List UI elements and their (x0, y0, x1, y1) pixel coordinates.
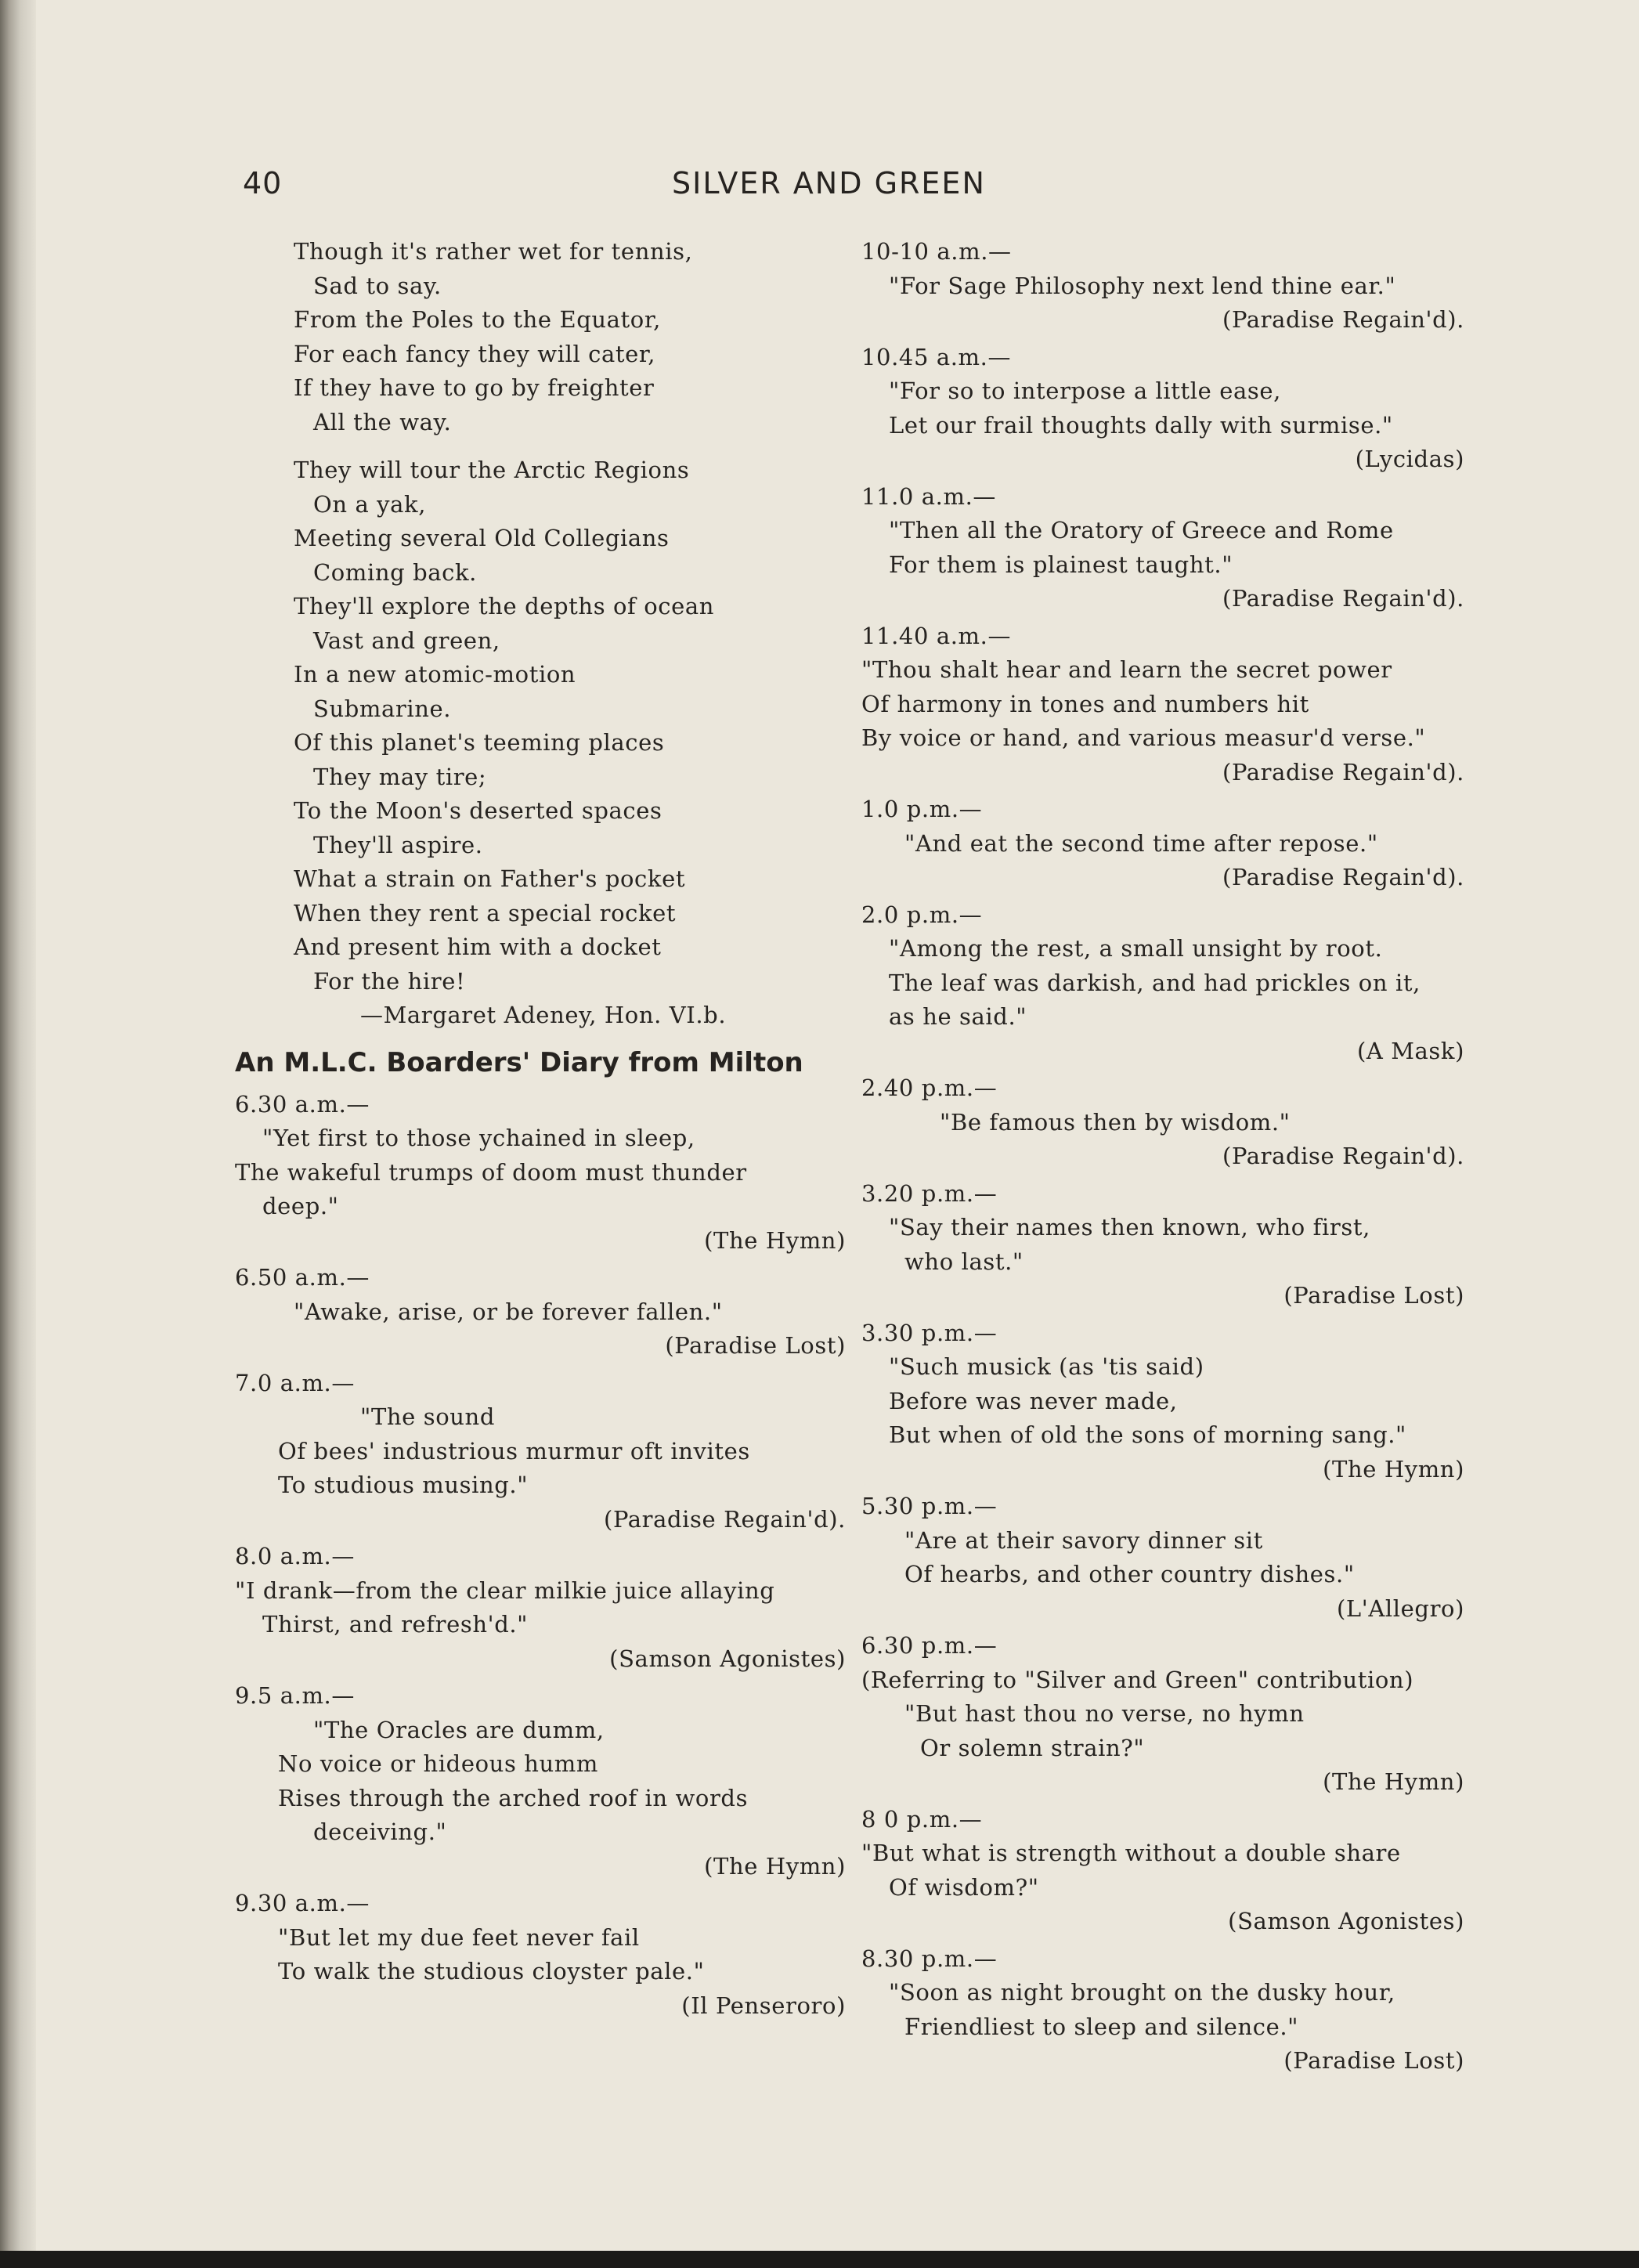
poem-line: Submarine. (313, 695, 452, 722)
diary-entry (861, 341, 1464, 477)
entry-line: But when of old the sons of morning sang." (889, 1421, 1406, 1448)
diary-entry (235, 1887, 846, 2023)
poem-line: When they rent a special rocket (294, 899, 677, 926)
entry-line: To studious musing." (278, 1472, 529, 1498)
scan-bottom-edge (0, 2251, 1639, 2268)
diary-entry (235, 1367, 846, 1537)
poem-line: Of this planet's teeming places (294, 729, 665, 756)
diary-entry (861, 1803, 1464, 1939)
entry-line: "Are at their savory dinner sit (904, 1526, 1263, 1554)
entry-time: 10-10 a.m.— (861, 238, 1012, 265)
poem-line: They may tire; (313, 763, 487, 790)
diary-entry (861, 1177, 1464, 1313)
entry-source: (Paradise Regain'd). (604, 1505, 846, 1533)
entry-source: (Paradise Regain'd). (1222, 306, 1464, 333)
entry-source: (Paradise Lost) (1283, 2047, 1464, 2074)
poem-line: In a new atomic-motion (294, 661, 576, 688)
entry-line: Of bees' industrious murmur oft invites (278, 1437, 750, 1464)
diary-entry (235, 1088, 846, 1259)
entry-line: Rises through the arched roof in words (278, 1784, 749, 1811)
diary-entry (861, 1490, 1464, 1626)
running-title: SILVER AND GREEN (672, 166, 986, 200)
entry-source: (The Hymn) (704, 1226, 846, 1254)
entry-source: (Paradise Lost) (1283, 1282, 1464, 1309)
entry-line: Of wisdom?" (889, 1873, 1039, 1901)
entry-line: deceiving." (313, 1818, 447, 1845)
entry-line: "And eat the second time after repose." (904, 829, 1378, 857)
poem-line: All the way. (313, 408, 452, 435)
page-number: 40 (243, 166, 283, 200)
entry-source: (The Hymn) (1323, 1455, 1464, 1483)
poem-line: They will tour the Arctic Regions (294, 457, 690, 483)
diary-entry (861, 1942, 1464, 2078)
entry-line: The leaf was darkish, and had prickles on it, (889, 969, 1421, 996)
entry-time: 11.40 a.m.— (861, 622, 1012, 649)
entry-line: To walk the studious cloyster pale." (278, 1958, 705, 1984)
entry-time: 2.0 p.m.— (861, 901, 983, 928)
entry-source: (Paradise Lost) (665, 1332, 846, 1359)
poem-line: Coming back. (313, 558, 477, 586)
entry-line: "Say their names then known, who first, (889, 1214, 1370, 1241)
diary-entry (861, 1071, 1464, 1174)
entry-line: Of hearbs, and other country dishes." (904, 1561, 1355, 1587)
entry-source: (Samson Agonistes) (1228, 1908, 1464, 1934)
diary-entry (861, 235, 1464, 338)
page-header (0, 166, 1639, 210)
entry-source: (The Hymn) (704, 1852, 846, 1880)
entry-time: 11.0 a.m.— (861, 482, 997, 510)
entry-source: (The Hymn) (1323, 1768, 1464, 1795)
entry-line: Thirst, and refresh'd." (262, 1611, 529, 1638)
diary-entry (861, 480, 1464, 616)
entry-line: "Yet first to those ychained in sleep, (262, 1125, 695, 1151)
poem-line: To the Moon's deserted spaces (294, 797, 662, 824)
entry-line: "Among the rest, a small unsight by root. (889, 935, 1383, 962)
entry-line: who last." (904, 1248, 1023, 1275)
entry-source: (Paradise Regain'd). (1222, 758, 1464, 785)
entry-time: 1.0 p.m.— (861, 796, 983, 822)
entry-source: (A Mask) (1356, 1037, 1464, 1064)
poem-line: From the Poles to the Equator, (294, 306, 661, 333)
entry-source: (L'Allegro) (1337, 1594, 1464, 1622)
diary-entry (861, 1316, 1464, 1487)
entry-source: (Il Penseroro) (681, 1992, 846, 2019)
entry-line: For them is plainest taught." (889, 551, 1233, 578)
entry-source: (Paradise Regain'd). (1222, 864, 1464, 890)
poem-line: They'll explore the depths of ocean (294, 593, 715, 619)
entry-source: (Paradise Regain'd). (1222, 585, 1464, 612)
diary-heading: An M.L.C. Boarders' Diary from Milton (235, 1046, 803, 1078)
entry-line: "I drank—from the clear milkie juice allaying (235, 1576, 775, 1604)
poem-line: They'll aspire. (313, 831, 483, 858)
entry-line: The wakeful trumps of doom must thunder (235, 1158, 747, 1186)
entry-line: "But what is strength without a double share (861, 1840, 1401, 1866)
entry-line: "For so to interpose a little ease, (889, 377, 1281, 404)
left-column (235, 235, 846, 2023)
entry-line: "The Oracles are dumm, (313, 1716, 605, 1743)
entry-time: 8 0 p.m.— (861, 1805, 983, 1833)
diary-entry (861, 1629, 1464, 1800)
entry-line: "Soon as night brought on the dusky hour, (889, 1979, 1395, 2006)
entry-line: deep." (262, 1193, 339, 1219)
entry-line: Of harmony in tones and numbers hit (861, 690, 1309, 717)
entry-line: Let our frail thoughts dally with surmise." (889, 411, 1393, 439)
book-binding-edge (0, 0, 36, 2268)
entry-time: 6.30 a.m.— (235, 1090, 370, 1118)
entry-time: 7.0 a.m.— (235, 1369, 355, 1396)
entry-line: (Referring to "Silver and Green" contribution) (861, 1666, 1414, 1693)
entry-source: (Lycidas) (1355, 446, 1464, 472)
poem (235, 235, 846, 1033)
poem-line: Sad to say. (313, 272, 442, 299)
entry-time: 6.50 a.m.— (235, 1264, 370, 1291)
entry-line: Before was never made, (889, 1387, 1178, 1414)
entry-line: By voice or hand, and various measur'd verse." (861, 724, 1426, 751)
poem-line: If they have to go by freighter (294, 374, 655, 401)
poem-line: On a yak, (313, 490, 427, 518)
entry-line: "Awake, arise, or be forever fallen." (294, 1298, 723, 1325)
entry-time: 6.30 p.m.— (861, 1632, 998, 1659)
entry-time: 9.5 a.m.— (235, 1682, 355, 1709)
entry-source: (Samson Agonistes) (609, 1645, 846, 1672)
poem-line: Though it's rather wet for tennis, (294, 238, 693, 265)
poem-line: For the hire! (313, 967, 466, 995)
entry-time: 3.20 p.m.— (861, 1179, 998, 1207)
entry-time: 8.0 a.m.— (235, 1543, 355, 1569)
diary-entry (861, 619, 1464, 790)
poem-line: What a strain on Father's pocket (294, 865, 686, 892)
diary-entry (235, 1679, 846, 1883)
poem-line: For each fancy they will cater, (294, 340, 656, 367)
entry-line: "Be famous then by wisdom." (940, 1108, 1291, 1136)
entry-line: Friendliest to sleep and silence." (904, 2013, 1299, 2040)
entry-time: 10.45 a.m.— (861, 343, 1012, 370)
right-column (861, 235, 1464, 2078)
entry-line: "For Sage Philosophy next lend thine ear." (889, 272, 1396, 299)
entry-line: Or solemn strain?" (920, 1734, 1145, 1761)
entry-line: No voice or hideous humm (278, 1750, 599, 1777)
entry-line: "But let my due feet never fail (278, 1923, 640, 1951)
diary-entry (235, 1261, 846, 1363)
diary-entry (861, 898, 1464, 1069)
entry-time: 2.40 p.m.— (861, 1074, 998, 1101)
entry-time: 8.30 p.m.— (861, 1945, 998, 1972)
entry-time: 9.30 a.m.— (235, 1890, 370, 1916)
poem-line: And present him with a docket (294, 934, 662, 960)
entry-source: (Paradise Regain'd). (1222, 1143, 1464, 1169)
diary-entry (861, 793, 1464, 895)
entry-time: 5.30 p.m.— (861, 1493, 998, 1519)
entry-line: as he said." (889, 1003, 1027, 1030)
poem-author: —Margaret Adeney, Hon. VI.b. (360, 1002, 727, 1028)
entry-time: 3.30 p.m.— (861, 1319, 998, 1346)
entry-line: "Such musick (as 'tis said) (889, 1353, 1204, 1380)
entry-line: "Then all the Oratory of Greece and Rome (889, 517, 1394, 544)
poem-line: Meeting several Old Collegians (294, 525, 670, 551)
entry-line: "Thou shalt hear and learn the secret power (861, 656, 1392, 683)
entry-line: "But hast thou no verse, no hymn (904, 1700, 1305, 1727)
entry-line: "The sound (360, 1403, 495, 1430)
poem-line: Vast and green, (313, 627, 500, 654)
diary-entry (235, 1540, 846, 1676)
